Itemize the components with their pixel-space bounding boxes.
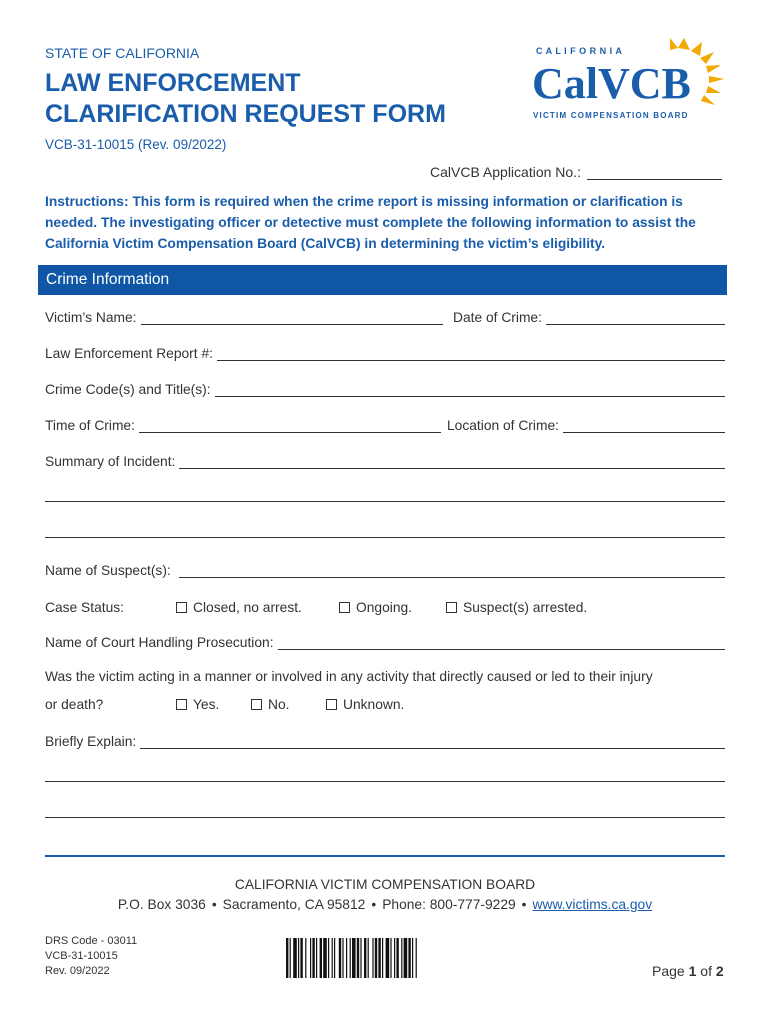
footer-po-box: P.O. Box 3036 (117, 897, 206, 912)
court-field (45, 632, 725, 650)
involvement-no-checkbox[interactable] (251, 697, 326, 712)
state-label: STATE OF CALIFORNIA (45, 45, 200, 61)
location-of-crime-input[interactable] (563, 420, 725, 433)
form-title-line2: CLARIFICATION REQUEST FORM (45, 100, 446, 128)
logo-bottom-text: VICTIM COMPENSATION BOARD (533, 111, 689, 120)
suspects-label: Name of Suspect(s): (45, 563, 171, 578)
form-title (45, 68, 446, 130)
footer-city: Sacramento, CA 95812 (222, 897, 366, 912)
involvement-unknown-checkbox[interactable] (326, 697, 404, 712)
summary-input-line-3[interactable] (45, 537, 725, 538)
document-codes (45, 934, 137, 979)
case-status-ongoing-label: Ongoing. (356, 600, 412, 615)
crime-codes-input[interactable] (215, 384, 725, 397)
time-of-crime-input[interactable] (139, 420, 441, 433)
of-word: of (700, 963, 712, 979)
checkbox-icon (176, 602, 187, 613)
page-total: 2 (715, 963, 724, 979)
victim-name-field (45, 307, 443, 325)
application-number-label: CalVCB Application No.: (430, 164, 581, 180)
calvcb-logo (528, 38, 728, 124)
checkbox-icon (176, 699, 187, 710)
page-current: 1 (688, 963, 697, 979)
case-status-arrested-label: Suspect(s) arrested. (463, 600, 588, 615)
report-number-input[interactable] (217, 348, 725, 361)
logo-top-text: C A L I F O R N I A (536, 46, 623, 56)
footer-divider (45, 855, 725, 857)
date-of-crime-label: Date of Crime: (453, 310, 542, 325)
bullet-icon: • (521, 897, 527, 912)
checkbox-icon (339, 602, 350, 613)
section-header-crime-information (38, 265, 727, 295)
report-number-label: Law Enforcement Report #: (45, 346, 213, 361)
case-status-row (45, 597, 725, 615)
explain-input[interactable] (140, 736, 725, 749)
victim-name-input[interactable] (141, 312, 444, 325)
page-number (652, 963, 724, 979)
logo-brand-text: CalVCB (532, 59, 691, 108)
application-number-input[interactable] (587, 165, 722, 180)
footer-website-link[interactable]: www.victims.ca.gov (532, 897, 653, 912)
case-status-closed-label: Closed, no arrest. (193, 600, 302, 615)
instructions: Instructions: This form is required when the crime report is missing information or clarification is needed. The investigating officer or detective must complete the following information to assist the California Victim Compensation Board (CalVCB) in determining the victim’s eligibility. (45, 194, 696, 251)
date-of-crime-field (453, 307, 725, 325)
victim-involvement-row (45, 694, 725, 712)
checkbox-icon (251, 699, 262, 710)
footer-contact (0, 897, 770, 912)
drs-code: DRS Code - 03011 (45, 935, 138, 947)
victim-involvement-question-end: or death? (45, 697, 104, 712)
court-label: Name of Court Handling Prosecution: (45, 635, 274, 650)
involvement-yes-label: Yes. (193, 697, 220, 712)
checkbox-icon (446, 602, 457, 613)
form-title-line1: LAW ENFORCEMENT (45, 69, 301, 97)
case-status-label: Case Status: (45, 600, 124, 615)
location-of-crime-label: Location of Crime: (447, 418, 559, 433)
suspects-field (45, 560, 725, 578)
crime-codes-field (45, 379, 725, 397)
case-status-arrested-checkbox[interactable] (446, 600, 587, 615)
court-input[interactable] (278, 637, 725, 650)
involvement-no-label: No. (268, 697, 290, 712)
barcode (286, 938, 470, 978)
date-of-crime-input[interactable] (546, 312, 725, 325)
case-status-ongoing-checkbox[interactable] (339, 600, 446, 615)
case-status-closed-checkbox[interactable] (176, 600, 339, 615)
application-number-field (430, 164, 722, 180)
footer-org-name: CALIFORNIA VICTIM COMPENSATION BOARD (234, 877, 536, 892)
footer-phone: Phone: 800-777-9229 (382, 897, 516, 912)
time-of-crime-field (45, 415, 441, 433)
explain-field (45, 731, 725, 749)
suspects-input[interactable] (179, 565, 725, 578)
bullet-icon: • (211, 897, 217, 912)
explain-label: Briefly Explain: (45, 734, 137, 749)
involvement-unknown-label: Unknown. (343, 697, 405, 712)
victim-name-label: Victim’s Name: (45, 310, 137, 325)
report-number-field (45, 343, 725, 361)
form-id: VCB-31-10015 (45, 950, 118, 962)
crime-codes-label: Crime Code(s) and Title(s): (45, 382, 211, 397)
form-code: VCB-31-10015 (Rev. 09/2022) (45, 137, 227, 152)
summary-input-line-2[interactable] (45, 501, 725, 502)
revision: Rev. 09/2022 (45, 965, 110, 977)
explain-input-line-3[interactable] (45, 817, 725, 818)
summary-field (45, 451, 725, 469)
involvement-yes-checkbox[interactable] (176, 697, 251, 712)
page-word: Page (652, 963, 685, 979)
checkbox-icon (326, 699, 337, 710)
explain-input-line-2[interactable] (45, 781, 725, 782)
summary-input[interactable] (179, 456, 725, 469)
time-of-crime-label: Time of Crime: (45, 418, 135, 433)
victim-involvement-question: Was the victim acting in a manner or involved in any activity that directly caused or led to their injury (45, 669, 653, 684)
bullet-icon: • (371, 897, 377, 912)
section-title: Crime Information (46, 271, 170, 288)
summary-label: Summary of Incident: (45, 454, 176, 469)
location-of-crime-field (447, 415, 725, 433)
